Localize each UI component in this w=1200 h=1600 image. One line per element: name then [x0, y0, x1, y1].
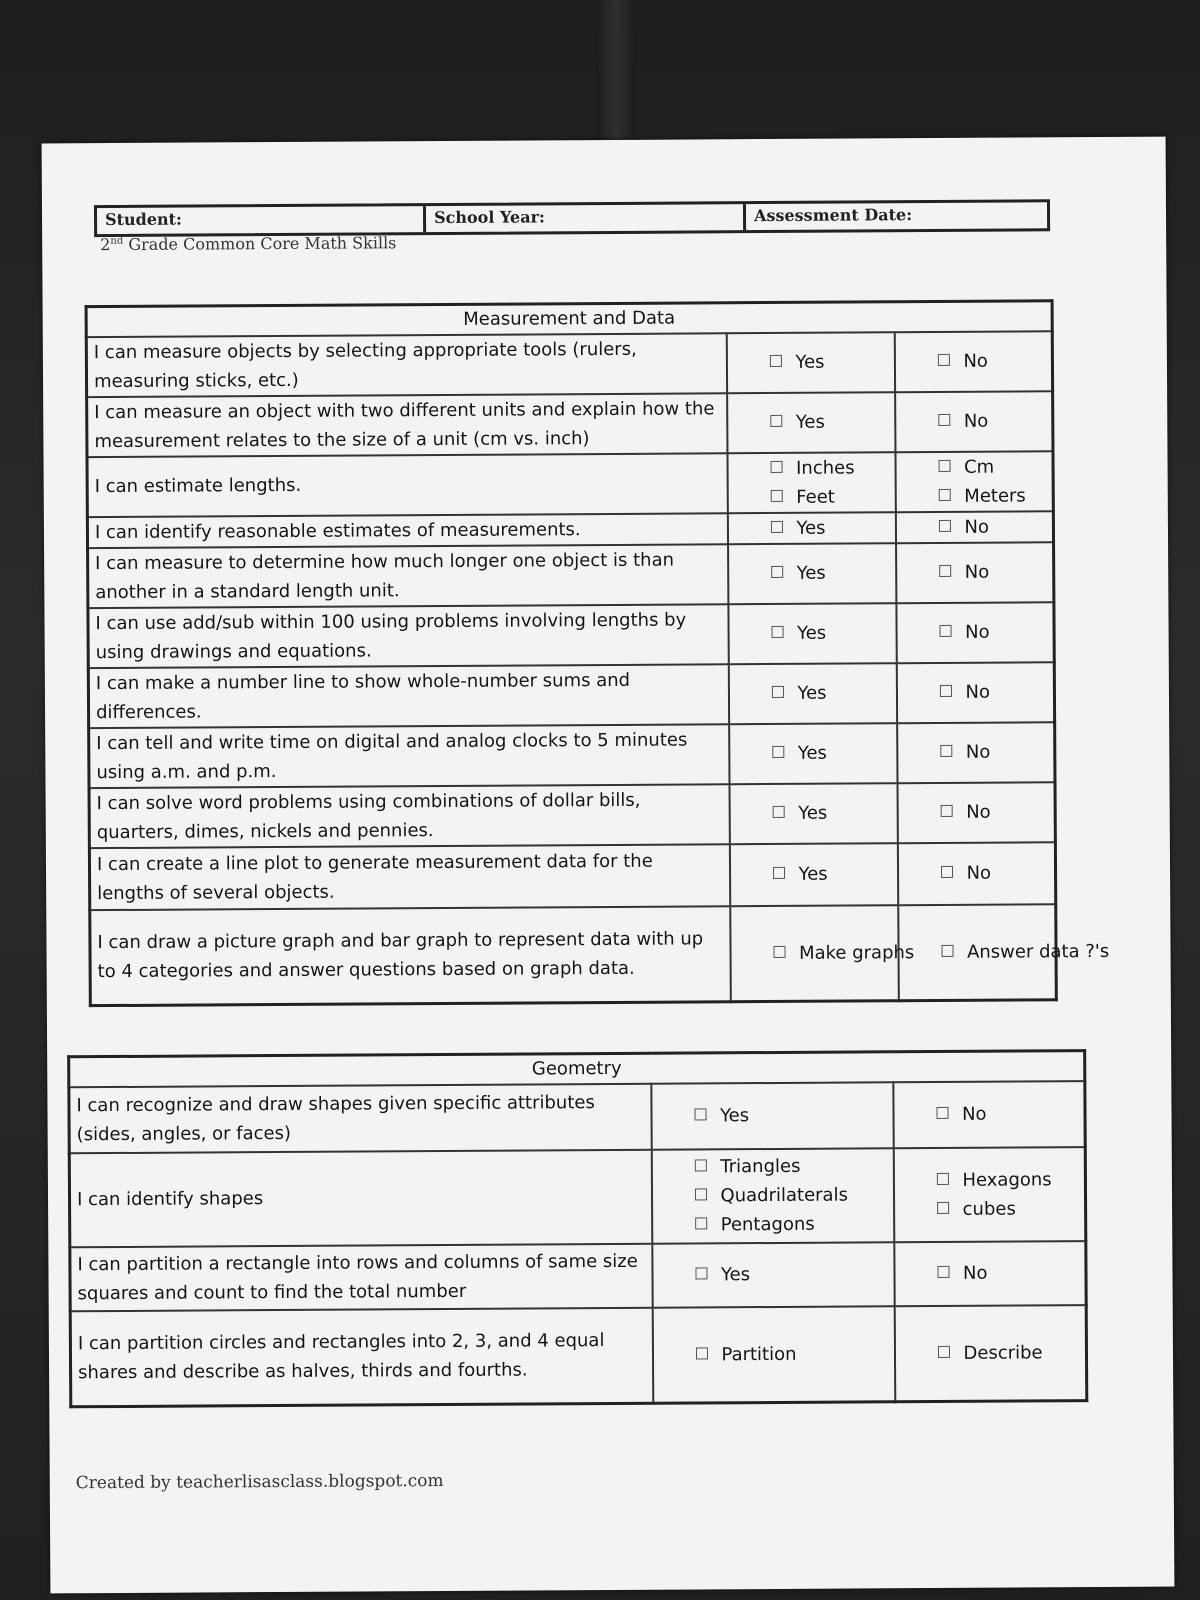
- checkbox-label: Answer data ?'s: [966, 940, 1110, 963]
- checkbox-icon[interactable]: [941, 866, 953, 878]
- checkbox-label: No: [965, 681, 990, 703]
- checkbox-icon[interactable]: [936, 1172, 948, 1184]
- checkbox-label: No: [965, 741, 991, 763]
- checkbox-label: Yes: [796, 562, 826, 584]
- checkbox-label: Yes: [795, 411, 825, 433]
- skill-row: [88, 662, 1054, 728]
- skill-row: [88, 602, 1054, 668]
- skill-text: I can measure an object with two different units and explain how the measurement relates to the size of a unit (cm vs. inch): [87, 393, 727, 457]
- checkbox-option[interactable]: [694, 1151, 892, 1181]
- option-cell: [728, 603, 896, 664]
- option-cell: [895, 391, 1053, 452]
- option-cell: [651, 1082, 893, 1149]
- option-cell: [729, 723, 897, 784]
- checkbox-icon[interactable]: [937, 1266, 949, 1278]
- skill-row: [90, 904, 1057, 1006]
- checkbox-option[interactable]: [939, 557, 1053, 587]
- skill-text: I can partition a rectangle into rows and columns of same size squares and count to find the total number: [70, 1243, 652, 1311]
- checkbox-label: Quadrilaterals: [720, 1184, 848, 1207]
- checkbox-option[interactable]: [938, 481, 1052, 511]
- checkbox-option[interactable]: [770, 453, 894, 483]
- checkbox-option[interactable]: [695, 1259, 893, 1289]
- checkbox-option[interactable]: [773, 938, 915, 968]
- checkbox-icon[interactable]: [938, 488, 950, 500]
- checkbox-option[interactable]: [938, 512, 1052, 542]
- option-cell: [894, 1305, 1087, 1402]
- option-cell: [729, 843, 897, 906]
- option-cell: [896, 542, 1054, 603]
- checkbox-option[interactable]: [940, 797, 1054, 827]
- checkbox-icon[interactable]: [937, 1201, 949, 1213]
- option-cell: [894, 331, 1052, 392]
- checkbox-label: Cm: [964, 456, 995, 478]
- option-cell: [896, 662, 1054, 723]
- checkbox-option[interactable]: [771, 678, 895, 708]
- checkbox-label: cubes: [962, 1198, 1016, 1220]
- checkbox-icon[interactable]: [938, 519, 950, 531]
- checkbox-option[interactable]: [938, 452, 1052, 482]
- checkbox-label: Yes: [798, 802, 828, 824]
- checkbox-option[interactable]: [771, 558, 895, 588]
- checkbox-icon[interactable]: [936, 1107, 948, 1119]
- checkbox-label: Pentagons: [720, 1213, 815, 1236]
- checkbox-option[interactable]: [936, 1099, 1084, 1129]
- checkbox-label: Yes: [798, 863, 828, 885]
- student-info-header: [94, 199, 1050, 237]
- skill-text: I can solve word problems using combinations of dollar bills, quarters, dimes, nickels and pennies.: [89, 784, 729, 848]
- checkbox-icon[interactable]: [938, 459, 950, 471]
- checkbox-option[interactable]: [940, 858, 1054, 888]
- option-cell: [728, 663, 896, 724]
- checkbox-option[interactable]: [938, 406, 1052, 436]
- checkbox-icon[interactable]: [937, 1346, 949, 1358]
- checkbox-label: Meters: [964, 484, 1026, 507]
- checkbox-icon[interactable]: [694, 1159, 706, 1171]
- assessment-date-label: Assessment Date:: [753, 205, 913, 226]
- checkbox-label: No: [966, 862, 992, 884]
- checkbox-icon[interactable]: [695, 1347, 707, 1359]
- skill-row: [69, 1081, 1085, 1153]
- checkbox-option[interactable]: [769, 347, 893, 377]
- checkbox-icon[interactable]: [771, 566, 783, 578]
- checkbox-label: Feet: [796, 486, 835, 508]
- checkbox-icon[interactable]: [773, 946, 785, 958]
- checkbox-option[interactable]: [770, 513, 894, 543]
- checkbox-option[interactable]: [937, 1258, 1085, 1288]
- checkbox-icon[interactable]: [771, 626, 783, 638]
- option-cell: [652, 1306, 895, 1403]
- checkbox-icon[interactable]: [938, 414, 950, 426]
- checkbox-icon[interactable]: [772, 746, 784, 758]
- checkbox-option[interactable]: [772, 798, 896, 828]
- checkbox-icon[interactable]: [939, 625, 951, 637]
- option-cell: [726, 332, 894, 393]
- checkbox-label: Yes: [795, 351, 825, 373]
- option-cell: [652, 1242, 894, 1307]
- skill-text: I can draw a picture graph and bar graph to represent data with up to 4 categories and answer questions based on graph data.: [90, 906, 731, 1006]
- checkbox-option[interactable]: [694, 1180, 892, 1210]
- geometry-heading: Geometry: [69, 1051, 1085, 1087]
- checkbox-option[interactable]: [772, 738, 896, 768]
- skill-text: I can measure objects by selecting appropriate tools (rulers, measuring sticks, etc.): [86, 333, 726, 397]
- checkbox-icon[interactable]: [940, 745, 952, 757]
- skill-text: I can partition circles and rectangles into 2, 3, and 4 equal shares and describe as halves, thirds and fourths.: [70, 1307, 653, 1407]
- skill-text: I can estimate lengths.: [87, 453, 727, 517]
- skill-row: [70, 1305, 1087, 1407]
- checkbox-option[interactable]: [770, 407, 894, 437]
- checkbox-icon[interactable]: [770, 415, 782, 427]
- checkbox-label: Yes: [796, 517, 826, 539]
- checkbox-label: Describe: [963, 1342, 1043, 1364]
- worksheet-page: [42, 137, 1175, 1594]
- checkbox-icon[interactable]: [770, 489, 782, 501]
- checkbox-label: Partition: [721, 1343, 797, 1366]
- skill-text: I can identify shapes: [69, 1149, 652, 1247]
- checkbox-option[interactable]: [939, 677, 1053, 707]
- checkbox-label: No: [964, 561, 990, 583]
- option-cell: [893, 1147, 1086, 1242]
- checkbox-icon[interactable]: [941, 945, 953, 957]
- skill-text: I can use add/sub within 100 using problems involving lengths by using drawings and equations.: [88, 604, 728, 668]
- checkbox-label: No: [963, 350, 988, 372]
- school-year-field[interactable]: [423, 204, 743, 232]
- checkbox-option[interactable]: [695, 1339, 893, 1369]
- checkbox-label: Triangles: [720, 1155, 801, 1178]
- option-cell: [897, 782, 1055, 843]
- checkbox-icon[interactable]: [695, 1267, 707, 1279]
- checkbox-option[interactable]: [694, 1100, 892, 1130]
- checkbox-icon[interactable]: [694, 1108, 706, 1120]
- checkbox-option[interactable]: [937, 1194, 1085, 1224]
- option-cell: [896, 602, 1054, 663]
- skill-row: [87, 391, 1053, 457]
- checkbox-label: Yes: [797, 622, 827, 644]
- checkbox-label: No: [962, 1262, 988, 1284]
- option-cell: [895, 511, 1053, 543]
- option-cell: [893, 1081, 1085, 1148]
- checkbox-option[interactable]: [772, 859, 896, 889]
- checkbox-icon[interactable]: [773, 867, 785, 879]
- option-cell: [898, 904, 1110, 1001]
- checkbox-label: No: [963, 410, 989, 432]
- checkbox-label: Make graphs: [798, 941, 915, 964]
- checkbox-icon[interactable]: [770, 460, 782, 472]
- footer-credit: Created by teacherlisasclass.blogspot.com: [75, 1471, 444, 1494]
- checkbox-icon[interactable]: [769, 355, 781, 367]
- checkbox-label: No: [964, 516, 989, 538]
- checkbox-option[interactable]: [936, 1165, 1084, 1195]
- checkbox-label: No: [965, 621, 990, 643]
- checkbox-icon[interactable]: [940, 805, 952, 817]
- option-cell: [730, 905, 915, 1002]
- checkbox-label: Yes: [720, 1264, 751, 1286]
- checkbox-label: Yes: [797, 742, 827, 764]
- option-cell: [651, 1148, 894, 1243]
- option-cell: [727, 452, 895, 513]
- option-cell: [897, 722, 1055, 783]
- checkbox-option[interactable]: [695, 1209, 893, 1239]
- checkbox-label: Yes: [719, 1105, 750, 1127]
- checkbox-label: No: [961, 1103, 987, 1125]
- checkbox-option[interactable]: [771, 618, 895, 648]
- checkbox-label: Yes: [797, 682, 827, 704]
- student-field[interactable]: [97, 206, 423, 234]
- checkbox-icon[interactable]: [770, 520, 782, 532]
- checkbox-option[interactable]: [937, 346, 1051, 376]
- skill-row: [69, 1147, 1086, 1247]
- skill-row: [70, 1241, 1086, 1311]
- option-cell: [728, 543, 896, 604]
- skill-row: [89, 842, 1055, 910]
- option-cell: [727, 392, 895, 453]
- student-label: Student:: [104, 209, 182, 230]
- checkbox-icon[interactable]: [939, 685, 951, 697]
- measurement-and-data-table: [85, 299, 1110, 1007]
- checkbox-option[interactable]: [770, 482, 894, 512]
- skill-text: I can create a line plot to generate measurement data for the lengths of several objects.: [89, 844, 729, 910]
- checkbox-label: No: [966, 801, 991, 823]
- skill-row: [87, 451, 1053, 517]
- school-year-label: School Year:: [433, 207, 545, 228]
- skill-text: I can recognize and draw shapes given specific attributes (sides, angles, or faces): [69, 1083, 651, 1153]
- option-cell: [729, 783, 897, 844]
- checkbox-label: Hexagons: [962, 1168, 1052, 1191]
- checkbox-label: Inches: [796, 456, 855, 479]
- checkbox-icon[interactable]: [771, 686, 783, 698]
- option-cell: [894, 1241, 1086, 1306]
- checkbox-icon[interactable]: [939, 565, 951, 577]
- checkbox-option[interactable]: [941, 937, 1110, 967]
- measurement-heading: Measurement and Data: [86, 301, 1052, 337]
- background-seam: [596, 0, 636, 150]
- document-title: 2nd Grade Common Core Math Skills: [100, 233, 397, 255]
- geometry-table: [67, 1049, 1088, 1408]
- skill-row: [88, 542, 1054, 608]
- checkbox-icon[interactable]: [937, 354, 949, 366]
- checkbox-option[interactable]: [939, 617, 1053, 647]
- option-cell: [895, 451, 1053, 512]
- assessment-date-field[interactable]: [743, 202, 1047, 230]
- checkbox-option[interactable]: [937, 1338, 1085, 1368]
- skill-row: [86, 331, 1052, 397]
- checkbox-icon[interactable]: [695, 1217, 707, 1229]
- skill-text: I can identify reasonable estimates of measurements.: [87, 513, 727, 548]
- skill-row: [89, 782, 1055, 848]
- checkbox-icon[interactable]: [694, 1188, 706, 1200]
- skill-text: I can tell and write time on digital and analog clocks to 5 minutes using a.m. and p.m.: [89, 724, 729, 788]
- checkbox-icon[interactable]: [772, 806, 784, 818]
- option-cell: [897, 842, 1055, 905]
- skill-text: I can measure to determine how much longer one object is than another in a standard length unit.: [88, 544, 728, 608]
- skill-row: [89, 722, 1055, 788]
- checkbox-option[interactable]: [940, 737, 1054, 767]
- option-cell: [727, 512, 895, 544]
- skill-text: I can make a number line to show whole-number sums and differences.: [88, 664, 728, 728]
